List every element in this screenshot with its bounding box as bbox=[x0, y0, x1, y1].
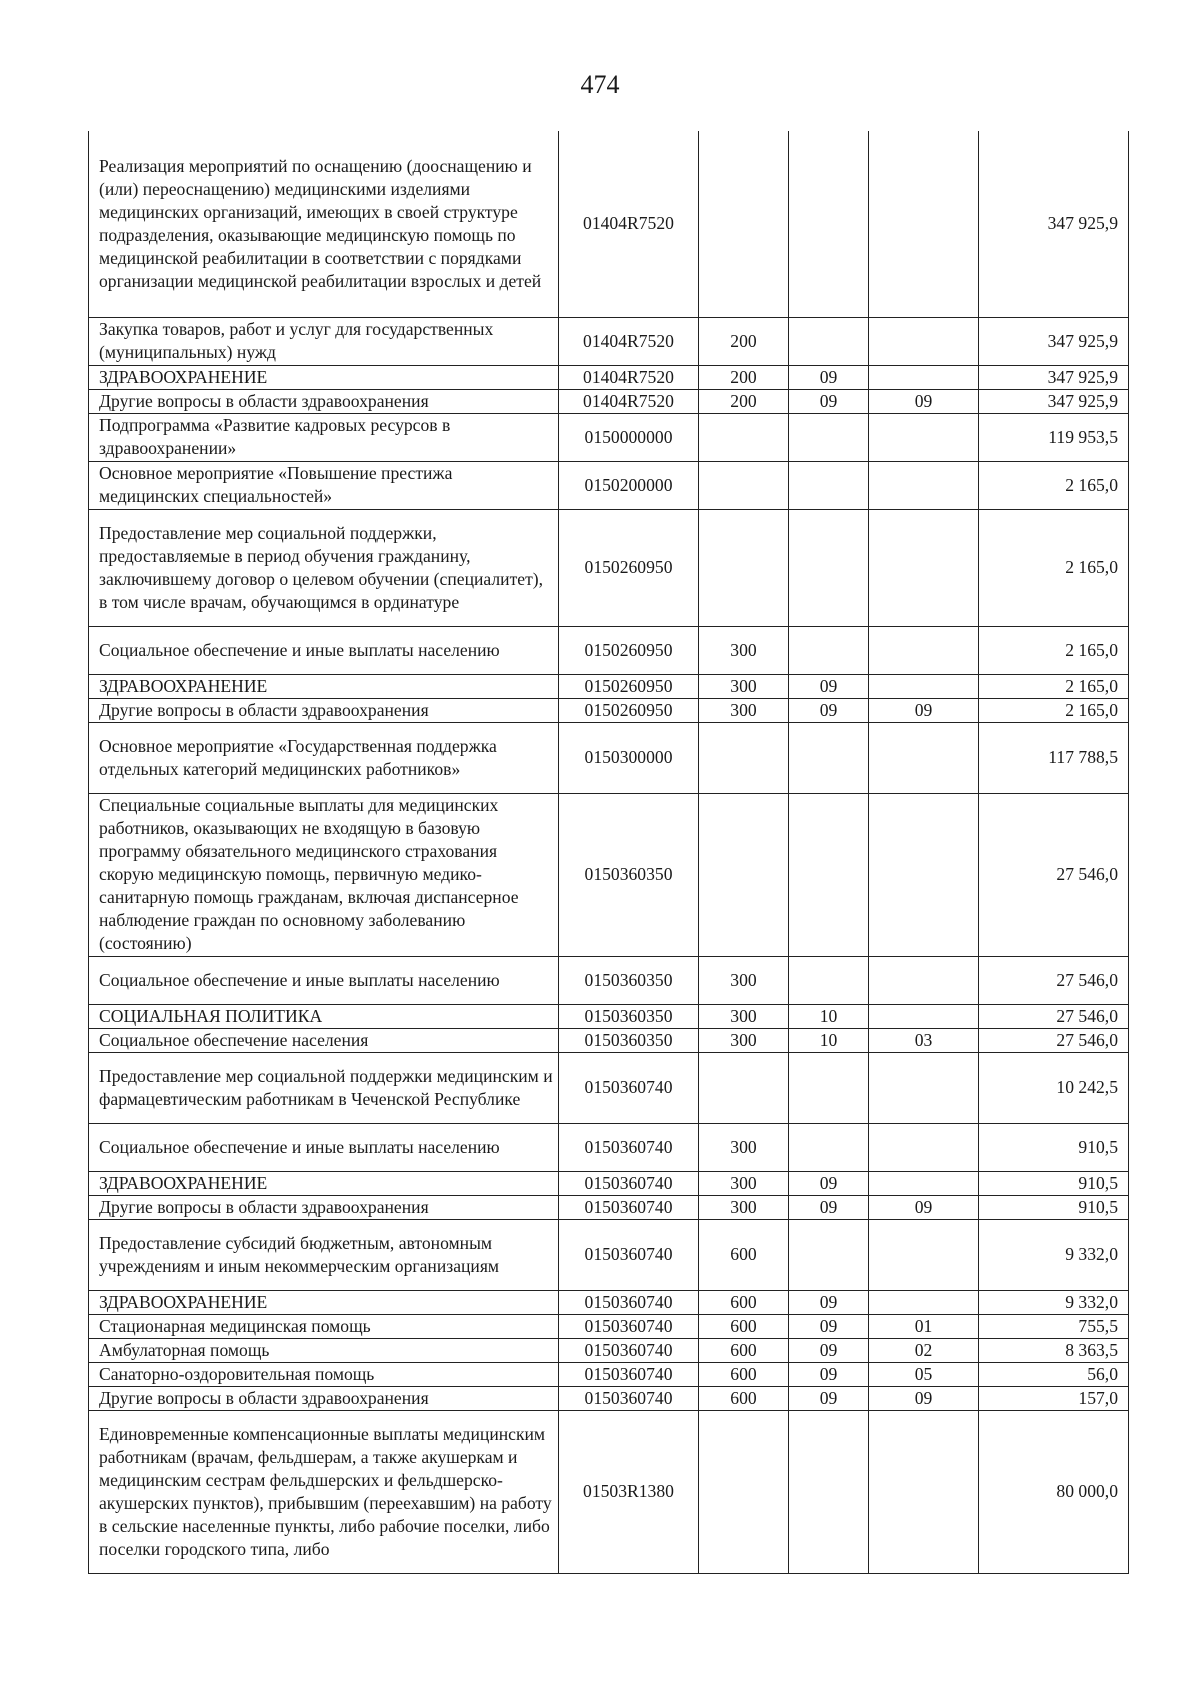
row-rz-code: 09 bbox=[789, 674, 869, 698]
row-csr-code: 0150260950 bbox=[559, 674, 699, 698]
row-vr-code bbox=[699, 131, 789, 317]
table-row bbox=[89, 1338, 1129, 1362]
row-csr-code: 0150360740 bbox=[559, 1314, 699, 1338]
row-sum: 2 165,0 bbox=[979, 674, 1129, 698]
row-sum: 27 546,0 bbox=[979, 956, 1129, 1004]
row-rz-code bbox=[789, 1219, 869, 1290]
row-name: ЗДРАВООХРАНЕНИЕ bbox=[89, 674, 559, 698]
row-csr-code: 0150360740 bbox=[559, 1052, 699, 1123]
row-rz-code bbox=[789, 722, 869, 793]
row-name: Социальное обеспечение и иные выплаты населению bbox=[89, 626, 559, 674]
row-name: Единовременные компенсационные выплаты медицинским работникам (врачам, фельдшерам, а также акушеркам и медицинским сестрам фельдшерских и фельдшерско-акушерских пунктов), прибывшим (переехавшим) на работу в сельские населенные пункты, либо рабочие поселки, либо поселки городского типа, либо bbox=[89, 1410, 559, 1573]
row-name: Социальное обеспечение и иные выплаты населению bbox=[89, 1123, 559, 1171]
row-sum: 9 332,0 bbox=[979, 1219, 1129, 1290]
table-row bbox=[89, 1195, 1129, 1219]
row-pr-code bbox=[869, 1052, 979, 1123]
row-csr-code: 0150260950 bbox=[559, 698, 699, 722]
row-vr-code: 200 bbox=[699, 389, 789, 413]
table-row bbox=[89, 131, 1129, 317]
row-rz-code: 09 bbox=[789, 1290, 869, 1314]
row-pr-code bbox=[869, 722, 979, 793]
row-name: ЗДРАВООХРАНЕНИЕ bbox=[89, 365, 559, 389]
row-csr-code: 0150360740 bbox=[559, 1386, 699, 1410]
row-sum: 119 953,5 bbox=[979, 413, 1129, 461]
row-csr-code: 01404R7520 bbox=[559, 131, 699, 317]
row-csr-code: 0150360740 bbox=[559, 1123, 699, 1171]
row-vr-code: 300 bbox=[699, 1004, 789, 1028]
row-sum: 27 546,0 bbox=[979, 1004, 1129, 1028]
row-csr-code: 01404R7520 bbox=[559, 365, 699, 389]
table-row bbox=[89, 1004, 1129, 1028]
table-row bbox=[89, 1290, 1129, 1314]
row-pr-code: 01 bbox=[869, 1314, 979, 1338]
row-pr-code: 09 bbox=[869, 389, 979, 413]
row-vr-code: 300 bbox=[699, 626, 789, 674]
table-row bbox=[89, 956, 1129, 1004]
row-vr-code bbox=[699, 1052, 789, 1123]
table-row bbox=[89, 1386, 1129, 1410]
row-vr-code: 300 bbox=[699, 1195, 789, 1219]
row-sum: 2 165,0 bbox=[979, 461, 1129, 509]
table-row bbox=[89, 317, 1129, 365]
row-name: Социальное обеспечение населения bbox=[89, 1028, 559, 1052]
row-pr-code bbox=[869, 956, 979, 1004]
row-csr-code: 0150360350 bbox=[559, 1004, 699, 1028]
row-pr-code bbox=[869, 461, 979, 509]
row-name: Закупка товаров, работ и услуг для государственных (муниципальных) нужд bbox=[89, 317, 559, 365]
row-csr-code: 0150360740 bbox=[559, 1219, 699, 1290]
row-csr-code: 0150300000 bbox=[559, 722, 699, 793]
row-rz-code: 10 bbox=[789, 1028, 869, 1052]
row-rz-code: 09 bbox=[789, 1386, 869, 1410]
page-number: 474 bbox=[580, 70, 620, 99]
row-rz-code bbox=[789, 317, 869, 365]
row-pr-code: 09 bbox=[869, 1195, 979, 1219]
row-csr-code: 0150260950 bbox=[559, 509, 699, 626]
row-rz-code bbox=[789, 793, 869, 956]
row-csr-code: 0150000000 bbox=[559, 413, 699, 461]
row-rz-code bbox=[789, 956, 869, 1004]
row-name: Основное мероприятие «Повышение престижа медицинских специальностей» bbox=[89, 461, 559, 509]
row-name: Предоставление субсидий бюджетным, автономным учреждениям и иным некоммерческим организациям bbox=[89, 1219, 559, 1290]
row-pr-code: 05 bbox=[869, 1362, 979, 1386]
row-rz-code: 10 bbox=[789, 1004, 869, 1028]
row-sum: 2 165,0 bbox=[979, 626, 1129, 674]
row-csr-code: 0150360740 bbox=[559, 1290, 699, 1314]
row-sum: 10 242,5 bbox=[979, 1052, 1129, 1123]
row-csr-code: 0150360350 bbox=[559, 793, 699, 956]
row-pr-code bbox=[869, 1004, 979, 1028]
row-sum: 8 363,5 bbox=[979, 1338, 1129, 1362]
row-rz-code bbox=[789, 413, 869, 461]
row-csr-code: 0150360740 bbox=[559, 1362, 699, 1386]
row-vr-code bbox=[699, 413, 789, 461]
table-row bbox=[89, 698, 1129, 722]
row-csr-code: 0150360740 bbox=[559, 1195, 699, 1219]
row-rz-code: 09 bbox=[789, 1314, 869, 1338]
table-row bbox=[89, 1314, 1129, 1338]
row-sum: 755,5 bbox=[979, 1314, 1129, 1338]
table-row bbox=[89, 509, 1129, 626]
row-sum: 80 000,0 bbox=[979, 1410, 1129, 1573]
row-rz-code: 09 bbox=[789, 1195, 869, 1219]
row-sum: 910,5 bbox=[979, 1195, 1129, 1219]
row-rz-code: 09 bbox=[789, 698, 869, 722]
row-rz-code: 09 bbox=[789, 389, 869, 413]
row-sum: 27 546,0 bbox=[979, 1028, 1129, 1052]
row-pr-code: 03 bbox=[869, 1028, 979, 1052]
row-sum: 9 332,0 bbox=[979, 1290, 1129, 1314]
row-pr-code bbox=[869, 413, 979, 461]
row-rz-code: 09 bbox=[789, 365, 869, 389]
table-row bbox=[89, 1123, 1129, 1171]
table-row bbox=[89, 365, 1129, 389]
row-vr-code: 600 bbox=[699, 1338, 789, 1362]
row-vr-code: 300 bbox=[699, 956, 789, 1004]
row-sum: 27 546,0 bbox=[979, 793, 1129, 956]
row-name: Основное мероприятие «Государственная поддержка отдельных категорий медицинских работников» bbox=[89, 722, 559, 793]
row-name: Другие вопросы в области здравоохранения bbox=[89, 1386, 559, 1410]
row-vr-code: 300 bbox=[699, 674, 789, 698]
row-name: Санаторно-оздоровительная помощь bbox=[89, 1362, 559, 1386]
row-name: Предоставление мер социальной поддержки медицинским и фармацевтическим работникам в Чеченской Республике bbox=[89, 1052, 559, 1123]
table-row bbox=[89, 389, 1129, 413]
table-row bbox=[89, 413, 1129, 461]
table-body bbox=[89, 131, 1129, 1573]
row-sum: 347 925,9 bbox=[979, 131, 1129, 317]
row-csr-code: 0150360350 bbox=[559, 1028, 699, 1052]
row-csr-code: 0150360740 bbox=[559, 1171, 699, 1195]
row-rz-code bbox=[789, 1123, 869, 1171]
row-vr-code: 600 bbox=[699, 1362, 789, 1386]
row-name: ЗДРАВООХРАНЕНИЕ bbox=[89, 1290, 559, 1314]
table-row bbox=[89, 793, 1129, 956]
row-rz-code: 09 bbox=[789, 1338, 869, 1362]
row-sum: 347 925,9 bbox=[979, 365, 1129, 389]
row-csr-code: 0150200000 bbox=[559, 461, 699, 509]
row-pr-code bbox=[869, 1290, 979, 1314]
row-name: Предоставление мер социальной поддержки, предоставляемые в период обучения гражданину, заключившему договор о целевом обучении (специалитет), в том числе врачам, обучающимся в ординатуре bbox=[89, 509, 559, 626]
table-row bbox=[89, 674, 1129, 698]
row-rz-code bbox=[789, 509, 869, 626]
row-vr-code bbox=[699, 1410, 789, 1573]
row-rz-code: 09 bbox=[789, 1362, 869, 1386]
row-sum: 347 925,9 bbox=[979, 317, 1129, 365]
row-sum: 2 165,0 bbox=[979, 509, 1129, 626]
row-vr-code bbox=[699, 722, 789, 793]
row-sum: 157,0 bbox=[979, 1386, 1129, 1410]
row-pr-code bbox=[869, 1171, 979, 1195]
table-row bbox=[89, 626, 1129, 674]
row-vr-code bbox=[699, 509, 789, 626]
row-vr-code: 600 bbox=[699, 1386, 789, 1410]
row-pr-code bbox=[869, 674, 979, 698]
row-sum: 910,5 bbox=[979, 1171, 1129, 1195]
row-name: ЗДРАВООХРАНЕНИЕ bbox=[89, 1171, 559, 1195]
row-pr-code bbox=[869, 1410, 979, 1573]
row-sum: 56,0 bbox=[979, 1362, 1129, 1386]
row-vr-code: 200 bbox=[699, 365, 789, 389]
row-csr-code: 0150360740 bbox=[559, 1338, 699, 1362]
row-vr-code: 600 bbox=[699, 1314, 789, 1338]
row-vr-code: 200 bbox=[699, 317, 789, 365]
row-rz-code bbox=[789, 131, 869, 317]
table-row bbox=[89, 1052, 1129, 1123]
budget-table bbox=[88, 131, 1129, 1574]
row-sum: 2 165,0 bbox=[979, 698, 1129, 722]
row-vr-code bbox=[699, 793, 789, 956]
row-vr-code: 600 bbox=[699, 1290, 789, 1314]
row-vr-code: 300 bbox=[699, 1123, 789, 1171]
row-pr-code bbox=[869, 317, 979, 365]
row-rz-code bbox=[789, 1410, 869, 1573]
row-name: Специальные социальные выплаты для медицинских работников, оказывающих не входящую в базовую программу обязательного медицинского страхования скорую медицинскую помощь, первичную медико-санитарную помощь гражданам, включая диспансерное наблюдение граждан по основному заболеванию (состоянию) bbox=[89, 793, 559, 956]
row-name: Социальное обеспечение и иные выплаты населению bbox=[89, 956, 559, 1004]
table-row bbox=[89, 1219, 1129, 1290]
row-rz-code bbox=[789, 626, 869, 674]
table-row bbox=[89, 461, 1129, 509]
row-name: Другие вопросы в области здравоохранения bbox=[89, 389, 559, 413]
row-vr-code: 300 bbox=[699, 1028, 789, 1052]
row-name: Подпрограмма «Развитие кадровых ресурсов в здравоохранении» bbox=[89, 413, 559, 461]
row-name: СОЦИАЛЬНАЯ ПОЛИТИКА bbox=[89, 1004, 559, 1028]
row-pr-code bbox=[869, 509, 979, 626]
row-pr-code bbox=[869, 1219, 979, 1290]
table-row bbox=[89, 1362, 1129, 1386]
row-pr-code bbox=[869, 793, 979, 956]
row-pr-code bbox=[869, 131, 979, 317]
row-pr-code bbox=[869, 365, 979, 389]
row-rz-code: 09 bbox=[789, 1171, 869, 1195]
row-name: Другие вопросы в области здравоохранения bbox=[89, 1195, 559, 1219]
row-name: Другие вопросы в области здравоохранения bbox=[89, 698, 559, 722]
row-rz-code bbox=[789, 1052, 869, 1123]
row-rz-code bbox=[789, 461, 869, 509]
row-pr-code: 02 bbox=[869, 1338, 979, 1362]
row-csr-code: 01404R7520 bbox=[559, 389, 699, 413]
row-pr-code: 09 bbox=[869, 1386, 979, 1410]
row-csr-code: 0150360350 bbox=[559, 956, 699, 1004]
row-sum: 910,5 bbox=[979, 1123, 1129, 1171]
row-pr-code: 09 bbox=[869, 698, 979, 722]
row-name: Реализация мероприятий по оснащению (дооснащению и (или) переоснащению) медицинскими изделиями медицинских организаций, имеющих в своей структуре подразделения, оказывающие медицинскую помощь по медицинской реабилитации в соответствии с порядками организации медицинской реабилитации взрослых и детей bbox=[89, 131, 559, 317]
row-sum: 117 788,5 bbox=[979, 722, 1129, 793]
row-csr-code: 01503R1380 bbox=[559, 1410, 699, 1573]
table-row bbox=[89, 722, 1129, 793]
row-vr-code: 300 bbox=[699, 698, 789, 722]
row-vr-code: 300 bbox=[699, 1171, 789, 1195]
row-vr-code bbox=[699, 461, 789, 509]
row-sum: 347 925,9 bbox=[979, 389, 1129, 413]
row-csr-code: 0150260950 bbox=[559, 626, 699, 674]
table-row bbox=[89, 1171, 1129, 1195]
row-pr-code bbox=[869, 626, 979, 674]
row-vr-code: 600 bbox=[699, 1219, 789, 1290]
row-pr-code bbox=[869, 1123, 979, 1171]
row-name: Стационарная медицинская помощь bbox=[89, 1314, 559, 1338]
row-csr-code: 01404R7520 bbox=[559, 317, 699, 365]
row-name: Амбулаторная помощь bbox=[89, 1338, 559, 1362]
table-row bbox=[89, 1410, 1129, 1573]
table-row bbox=[89, 1028, 1129, 1052]
